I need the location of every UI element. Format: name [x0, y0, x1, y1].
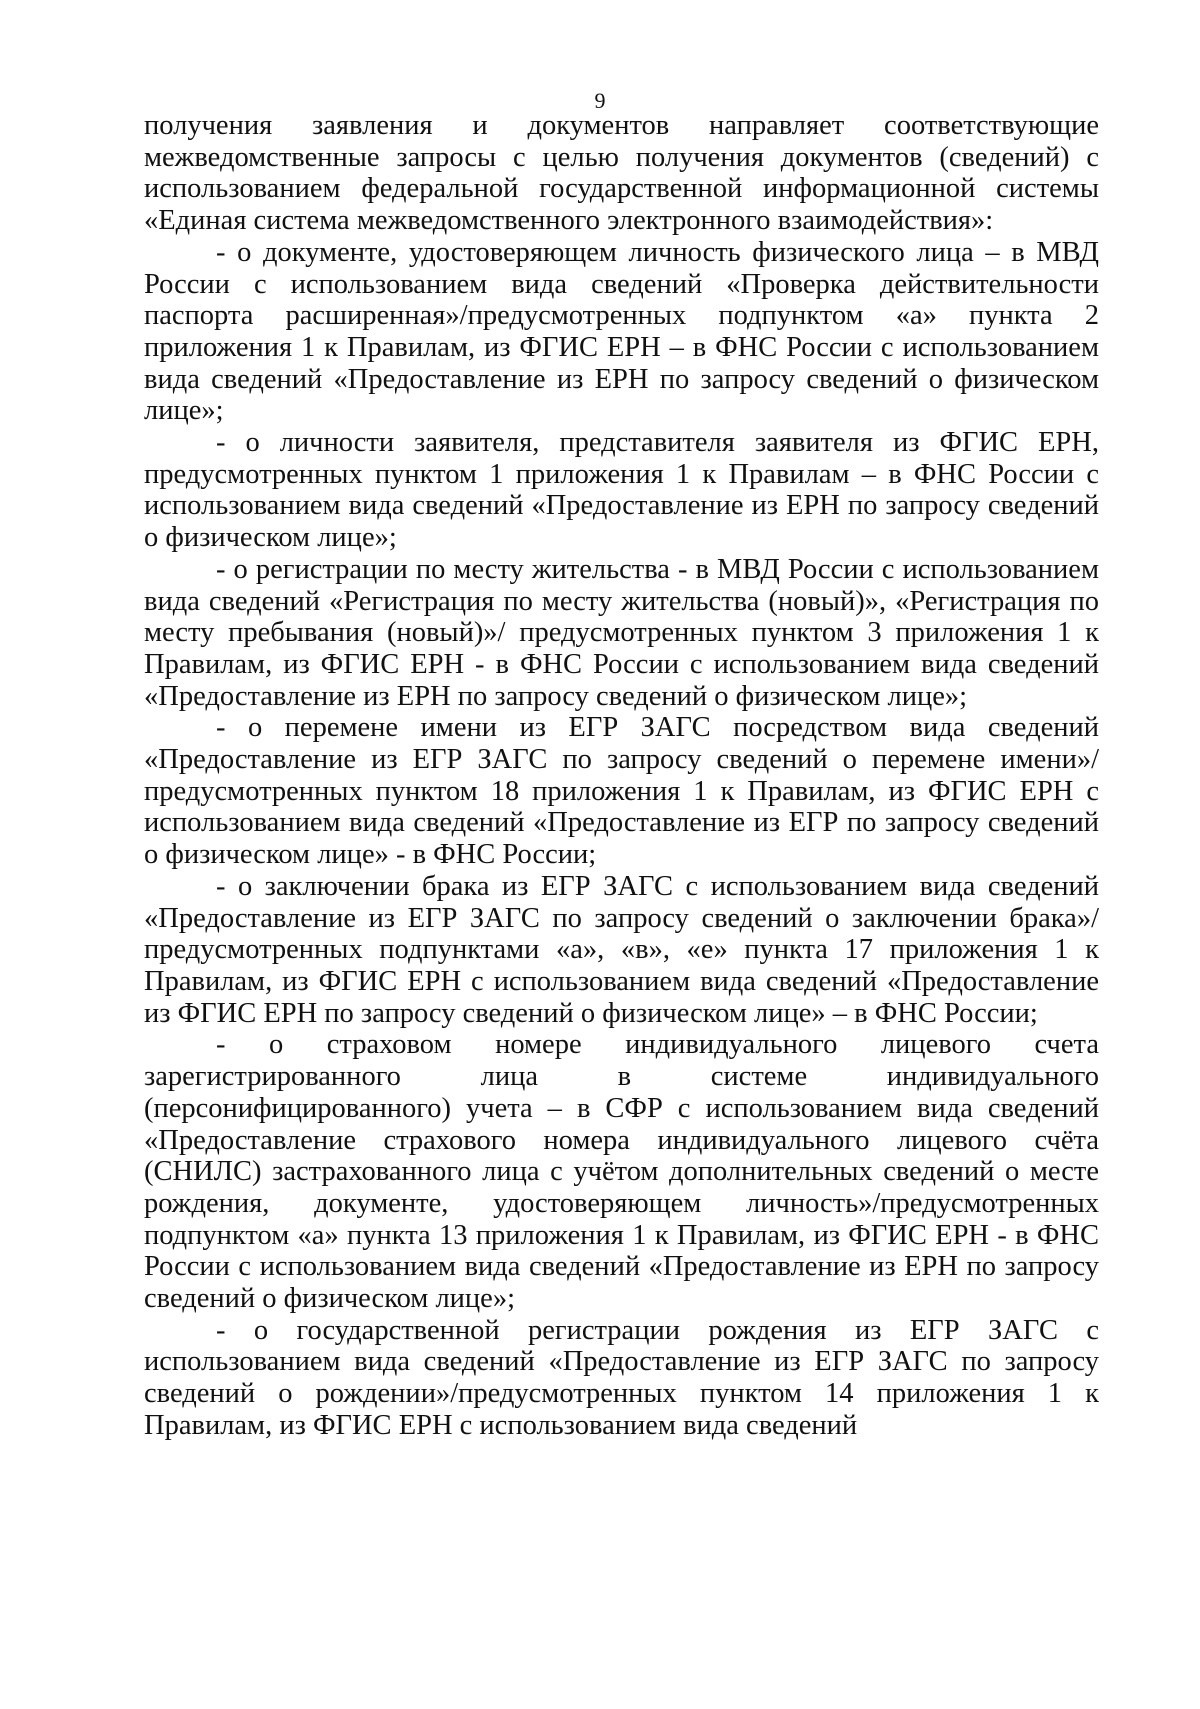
- paragraph-identity-document: - о документе, удостоверяющем личность физического лица – в МВД России с использованием вида сведений «Проверка действительности паспорта расширенная»/предусмотренных подпунктом «а» пункта 2 приложения 1 к Правилам, из ФГИС ЕРН – в ФНС России с использованием вида сведений «Предоставление из ЕРН по запросу сведений о физическом лице»;: [144, 236, 1099, 427]
- paragraph-birth-registration: - о государственной регистрации рождения из ЕГР ЗАГС с использованием вида сведений «Предоставление из ЕГР ЗАГС по запросу сведений о рождении»/предусмотренных пунктом 14 приложения 1 к Правилам, из ФГИС ЕРН с использованием вида сведений: [144, 1314, 1099, 1441]
- document-body: [144, 110, 1099, 1442]
- paragraph-residence-registration: - о регистрации по месту жительства - в МВД России с использованием вида сведений «Регистрация по месту жительства (новый)», «Регистрация по месту пребывания (новый)»/ предусмотренных пунктом 3 приложения 1 к Правилам, из ФГИС ЕРН - в ФНС России с использованием вида сведений «Предоставление из ЕРН по запросу сведений о физическом лице»;: [144, 553, 1099, 712]
- paragraph-applicant-identity: - о личности заявителя, представителя заявителя из ФГИС ЕРН, предусмотренных пунктом 1 приложения 1 к Правилам – в ФНС России с использованием вида сведений «Предоставление из ЕРН по запросу сведений о физическом лице»;: [144, 427, 1099, 554]
- paragraph-name-change: - о перемене имени из ЕГР ЗАГС посредством вида сведений «Предоставление из ЕГР ЗАГС по запросу сведений о перемене имени»/предусмотренных пунктом 18 приложения 1 к Правилам, из ФГИС ЕРН с использованием вида сведений «Предоставление из ЕГР по запросу сведений о физическом лице» - в ФНС России;: [144, 712, 1099, 871]
- paragraph-marriage: - о заключении брака из ЕГР ЗАГС с использованием вида сведений «Предоставление из ЕГР ЗАГС по запросу сведений о заключении брака»/предусмотренных подпунктами «а», «в», «е» пункта 17 приложения 1 к Правилам, из ФГИС ЕРН с использованием вида сведений «Предоставление из ФГИС ЕРН по запросу сведений о физическом лице» – в ФНС России;: [144, 870, 1099, 1029]
- paragraph-intro: получения заявления и документов направляет соответствующие межведомственные запросы с целью получения документов (сведений) с использованием федеральной государственной информационной системы «Единая система межведомственного электронного взаимодействия»:: [144, 110, 1099, 237]
- paragraph-snils: - о страховом номере индивидуального лицевого счета зарегистрированного лица в системе индивидуального (персонифицированного) учета – в СФР с использованием вида сведений «Предоставление страхового номера индивидуального лицевого счёта (СНИЛС) застрахованного лица с учётом дополнительных сведений о месте рождения, документе, удостоверяющем личность»/предусмотренных подпунктом «а» пункта 13 приложения 1 к Правилам, из ФГИС ЕРН - в ФНС России с использованием вида сведений «Предоставление из ЕРН по запросу сведений о физическом лице»;: [144, 1029, 1099, 1315]
- page-number: 9: [594, 88, 606, 113]
